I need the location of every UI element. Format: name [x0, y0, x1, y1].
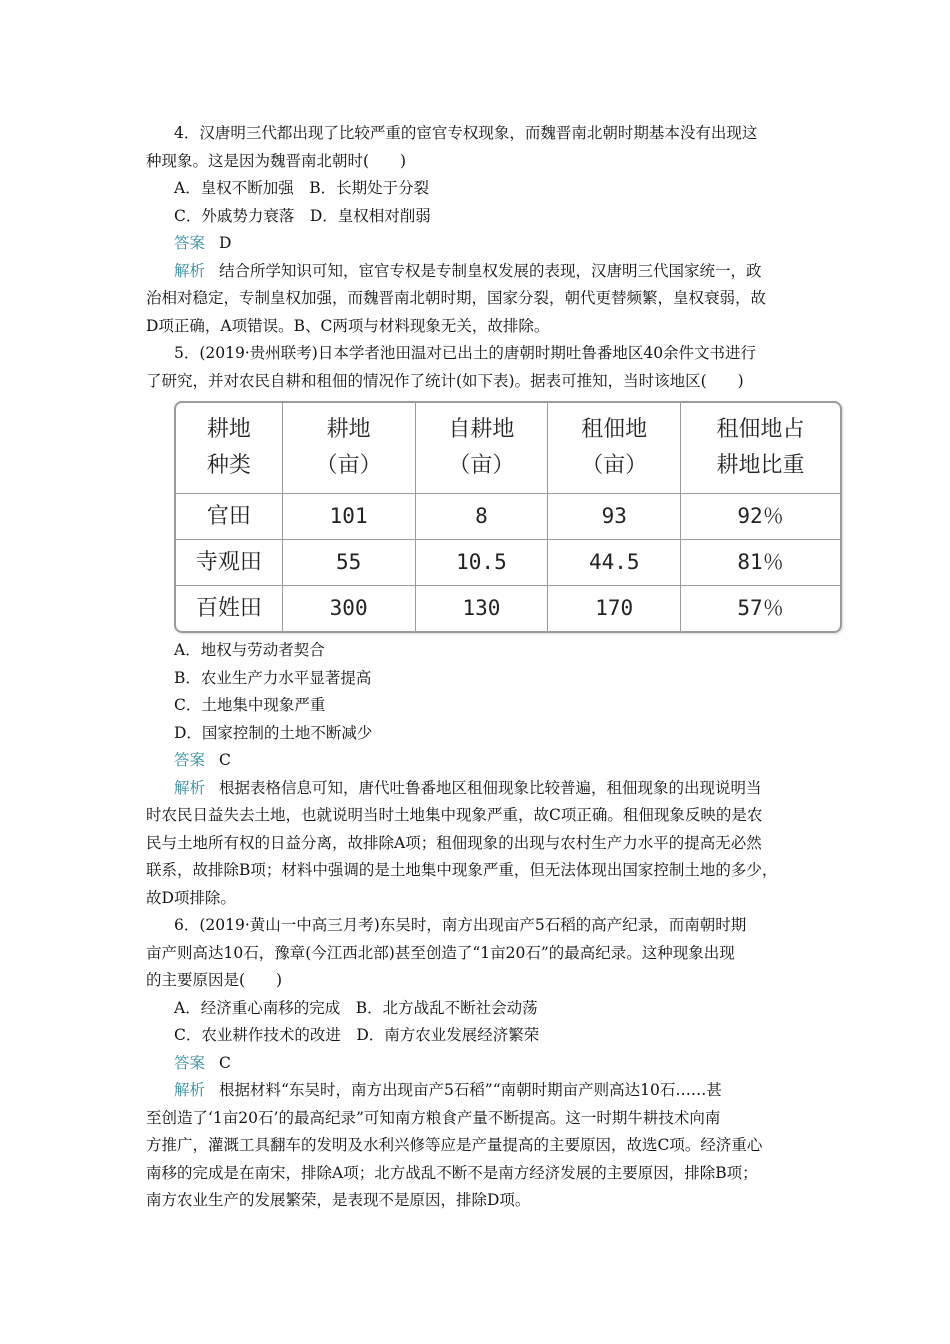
- q5-option-a: A．地权与劳动者契合: [174, 641, 325, 659]
- header-text: 租佃地: [581, 417, 648, 442]
- table-cell: 55: [282, 540, 415, 586]
- q5-answer-value: C: [219, 751, 231, 769]
- question-4: [146, 120, 818, 340]
- table-cell: 寺观田: [176, 540, 282, 586]
- q4-analysis-text-1: 结合所学知识可知，宦官专权是专制皇权发展的表现，汉唐明三代国家统一，政: [219, 261, 762, 280]
- q4-analysis-line-1: [146, 258, 818, 286]
- q5-analysis-line-3: 民与土地所有权的日益分离，故排除A项；租佃现象的出现与农村生产力水平的提高无必然: [146, 833, 762, 852]
- q5-analysis-line-4: 联系，故排除B项；材料中强调的是土地集中现象严重，但无法体现出国家控制土地的多少，: [146, 861, 778, 879]
- table-cell: 44.5: [548, 540, 681, 586]
- q4-answer-value: D: [219, 234, 232, 252]
- table-header-row: [176, 403, 840, 494]
- table-row: [176, 540, 840, 586]
- q5-analysis-line-2: 时农民日益失去土地，也就说明当时土地集中现象严重，故C项正确。租佃现象反映的是农: [146, 806, 763, 824]
- q6-stem-line-2: 亩产则高达10石，豫章(今江西北部)甚至创造了“1亩20石”的最高纪录。这种现象出现: [146, 943, 735, 962]
- q5-option-d: D．国家控制的土地不断减少: [174, 723, 373, 742]
- table-cell: 101: [282, 494, 415, 540]
- q4-options-line-2: C．外戚势力衰落 D．皇权相对削弱: [174, 206, 431, 225]
- land-statistics-table: [174, 401, 842, 633]
- q6-analysis-text-1: 根据材料“东吴时，南方出现亩产5石稻”“南朝时期亩产则高达10石……甚: [219, 1081, 722, 1099]
- table-cell: 170: [548, 586, 681, 632]
- page-content: [146, 120, 818, 1215]
- q5-analysis-line-1: [146, 775, 818, 803]
- table-header-cell: [176, 403, 282, 494]
- table-cell: 93: [548, 494, 681, 540]
- q6-analysis-line-2: 至创造了‘1亩20石’的最高纪录”可知南方粮食产量不断提高。这一时期牛耕技术向南: [146, 1108, 721, 1127]
- table-header-cell: [548, 403, 681, 494]
- table-cell: 130: [415, 586, 548, 632]
- table-cell: 92％: [681, 494, 840, 540]
- q6-options-line-2: C．农业耕作技术的改进 D．南方农业发展经济繁荣: [174, 1026, 540, 1044]
- header-text: 耕地: [326, 417, 371, 442]
- q4-analysis-line-2: 治相对稳定，专制皇权加强，而魏晋南北朝时期，国家分裂，朝代更替频繁，皇权衰弱，故: [146, 289, 767, 307]
- q5-stem-line-1: 5．(2019·贵州联考)日本学者池田温对已出土的唐朝时期吐鲁番地区40余件文书进行: [174, 344, 757, 362]
- q4-analysis-line-3: D项正确，A项错误。B、C两项与材料现象无关，故排除。: [146, 316, 550, 335]
- table-row: [176, 494, 840, 540]
- table-cell: 81％: [681, 540, 840, 586]
- header-text: 种类: [206, 453, 251, 478]
- header-text: （亩）: [315, 453, 382, 478]
- q4-answer: [146, 230, 818, 258]
- table-header-cell: [681, 403, 840, 494]
- q5-stem-line-2: 了研究，并对农民自耕和租佃的情况作了统计(如下表)。据表可推知，当时该地区( ): [146, 371, 744, 390]
- header-text: （亩）: [581, 453, 648, 478]
- q5-option-c: C．土地集中现象严重: [174, 696, 326, 714]
- q6-answer: [146, 1050, 818, 1078]
- answer-label: 答案: [174, 751, 206, 769]
- table-cell: 57％: [681, 586, 840, 632]
- header-text: 耕地: [206, 417, 251, 442]
- q6-analysis-line-4: 南移的完成是在南宋，排除A项；北方战乱不断不是南方经济发展的主要原因，排除B项；: [146, 1163, 758, 1182]
- analysis-label: 解析: [174, 261, 206, 280]
- analysis-label: 解析: [174, 1081, 206, 1099]
- q6-answer-value: C: [219, 1053, 231, 1072]
- q4-options-line-1: A．皇权不断加强 B．长期处于分裂: [174, 179, 430, 197]
- q6-options-line-1: A．经济重心南移的完成 B．北方战乱不断社会动荡: [174, 998, 538, 1017]
- q4-stem-line-1: 4．汉唐明三代都出现了比较严重的宦官专权现象，而魏晋南北朝时期基本没有出现这: [174, 124, 758, 142]
- header-text: 租佃地占: [716, 417, 805, 442]
- table-row: [176, 586, 840, 632]
- answer-label: 答案: [174, 234, 206, 252]
- q6-stem-line-1: 6．(2019·黄山一中高三月考)东吴时，南方出现亩产5石稻的高产纪录，而南朝时期: [174, 916, 747, 934]
- q5-analysis-text-1: 根据表格信息可知，唐代吐鲁番地区租佃现象比较普遍，租佃现象的出现说明当: [219, 778, 762, 797]
- q6-analysis-line-5: 南方农业生产的发展繁荣，是表现不是原因，排除D项。: [146, 1191, 531, 1209]
- answer-label: 答案: [174, 1053, 206, 1072]
- q5-analysis-line-5: 故D项排除。: [146, 888, 236, 907]
- q5-option-b: B．农业生产力水平显著提高: [174, 668, 372, 687]
- table-header-cell: [282, 403, 415, 494]
- question-5: [146, 340, 818, 912]
- table-cell: 8: [415, 494, 548, 540]
- header-text: 自耕地: [448, 417, 515, 442]
- q6-stem-line-3: 的主要原因是( ): [146, 971, 283, 989]
- table-cell: 10.5: [415, 540, 548, 586]
- header-text: （亩）: [448, 453, 515, 478]
- analysis-label: 解析: [174, 778, 206, 797]
- table-cell: 百姓田: [176, 586, 282, 632]
- question-6: [146, 912, 818, 1215]
- q5-answer: [146, 747, 818, 775]
- table-header-cell: [415, 403, 548, 494]
- table-cell: 官田: [176, 494, 282, 540]
- q4-stem-line-2: 种现象。这是因为魏晋南北朝时( ): [146, 151, 407, 170]
- q6-analysis-line-3: 方推广，灌溉工具翻车的发明及水利兴修等应是产量提高的主要原因，故选C项。经济重心: [146, 1136, 763, 1154]
- header-text: 耕地比重: [716, 453, 805, 478]
- q6-analysis-line-1: [146, 1077, 818, 1105]
- table-cell: 300: [282, 586, 415, 632]
